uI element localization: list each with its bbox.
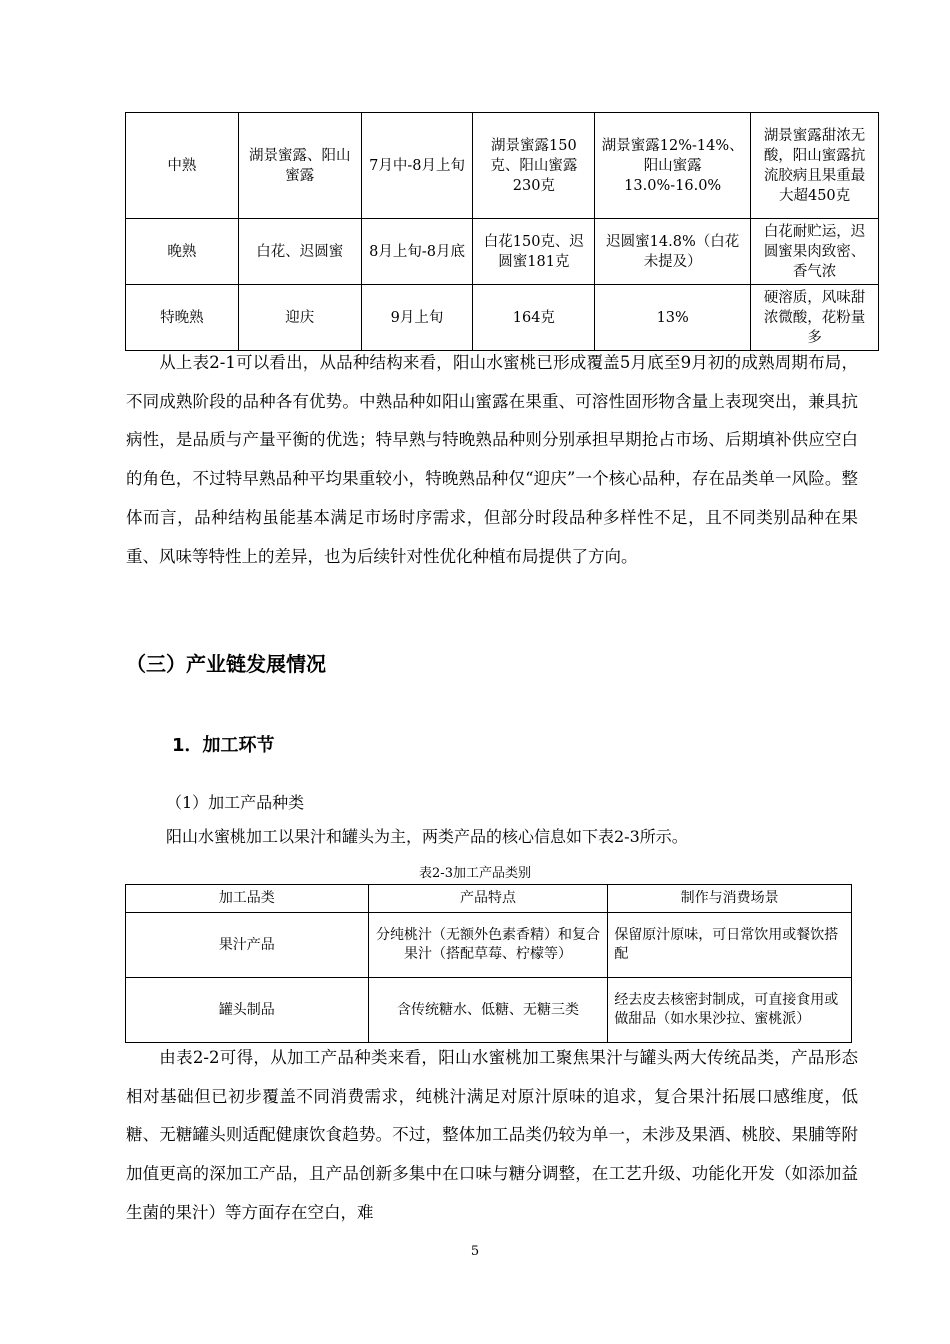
- intro-line: 阳山水蜜桃加工以果汁和罐头为主，两类产品的核心信息如下表2-3所示。: [166, 827, 688, 846]
- weight-cell: 白花150克、迟圆蜜181克: [473, 219, 595, 285]
- maturity-cell: 8月上旬-8月底: [361, 219, 473, 285]
- table-row: [126, 113, 879, 219]
- weight-cell: 164克: [473, 285, 595, 351]
- varieties-cell: 迎庆: [238, 285, 361, 351]
- analysis-paragraph-1: 从上表2-1可以看出，从品种结构来看，阳山水蜜桃已形成覆盖5月底至9月初的成熟周期布局，不同成熟阶段的品种各有优势。中熟品种如阳山蜜露在果重、可溶性固形物含量上表现突出，兼具抗病性，是品质与产量平衡的优选；特早熟与特晚熟品种则分别承担早期抢占市场、后期填补供应空白的角色，不过特早熟品种平均果重较小，特晚熟品种仅“迎庆”一个核心品种，存在品类单一风险。整体而言，品种结构虽能基本满足市场时序需求，但部分时段品种多样性不足，且不同类别品种在果重、风味等特性上的差异，也为后续针对性优化种植布局提供了方向。: [126, 353, 858, 566]
- features-cell: 含传统糖水、低糖、无糖三类: [368, 978, 608, 1043]
- varieties-cell: 湖景蜜露、阳山蜜露: [238, 113, 361, 219]
- stage-cell: 特晚熟: [126, 285, 239, 351]
- maturity-cell: 9月上旬: [361, 285, 473, 351]
- varieties-cell: 白花、迟圆蜜: [238, 219, 361, 285]
- page-number: 5: [470, 1244, 480, 1259]
- table-header-row: [126, 885, 852, 913]
- processing-table: [125, 884, 852, 1043]
- table-row: [126, 219, 879, 285]
- traits-cell: 湖景蜜露甜浓无酸，阳山蜜露抗流胶病且果重最大超450克: [751, 113, 879, 219]
- section-heading: （三）产业链发展情况: [126, 652, 326, 676]
- weight-cell: 湖景蜜露150克、阳山蜜露230克: [473, 113, 595, 219]
- sugar-cell: 13%: [595, 285, 751, 351]
- header-scenario: 制作与消费场景: [608, 885, 852, 913]
- variety-table: [125, 112, 879, 351]
- table-row: [126, 978, 852, 1043]
- features-cell: 分纯桃汁（无额外色素香精）和复合果汁（搭配草莓、柠檬等）: [368, 913, 608, 978]
- traits-cell: 白花耐贮运，迟圆蜜果肉致密、香气浓: [751, 219, 879, 285]
- traits-cell: 硬溶质，风味甜浓微酸，花粉量多: [751, 285, 879, 351]
- stage-cell: 晚熟: [126, 219, 239, 285]
- table-row: [126, 913, 852, 978]
- category-cell: 罐头制品: [126, 978, 369, 1043]
- maturity-cell: 7月中-8月上旬: [361, 113, 473, 219]
- subitem-heading: （1）加工产品种类: [166, 793, 305, 812]
- scenario-cell: 经去皮去核密封制成，可直接食用或做甜品（如水果沙拉、蜜桃派）: [608, 978, 852, 1043]
- subsection-heading: 1．加工环节: [172, 735, 275, 756]
- header-features: 产品特点: [368, 885, 608, 913]
- scenario-cell: 保留原汁原味，可日常饮用或餐饮搭配: [608, 913, 852, 978]
- table-row: [126, 285, 879, 351]
- category-cell: 果汁产品: [126, 913, 369, 978]
- stage-cell: 中熟: [126, 113, 239, 219]
- analysis-paragraph-2: 由表2-2可得，从加工产品种类来看，阳山水蜜桃加工聚焦果汁与罐头两大传统品类，产品形态相对基础但已初步覆盖不同消费需求，纯桃汁满足对原汁原味的追求，复合果汁拓展口感维度，低糖、无糖罐头则适配健康饮食趋势。不过，整体加工品类仍较为单一，未涉及果酒、桃胶、果脯等附加值更高的深加工产品，且产品创新多集中在口味与糖分调整，在工艺升级、功能化开发（如添加益生菌的果汁）等方面存在空白，难: [126, 1048, 858, 1222]
- table-caption: 表2-3加工产品类别: [419, 866, 531, 881]
- sugar-cell: 湖景蜜露12%-14%、阳山蜜露13.0%-16.0%: [595, 113, 751, 219]
- header-category: 加工品类: [126, 885, 369, 913]
- sugar-cell: 迟圆蜜14.8%（白花未提及）: [595, 219, 751, 285]
